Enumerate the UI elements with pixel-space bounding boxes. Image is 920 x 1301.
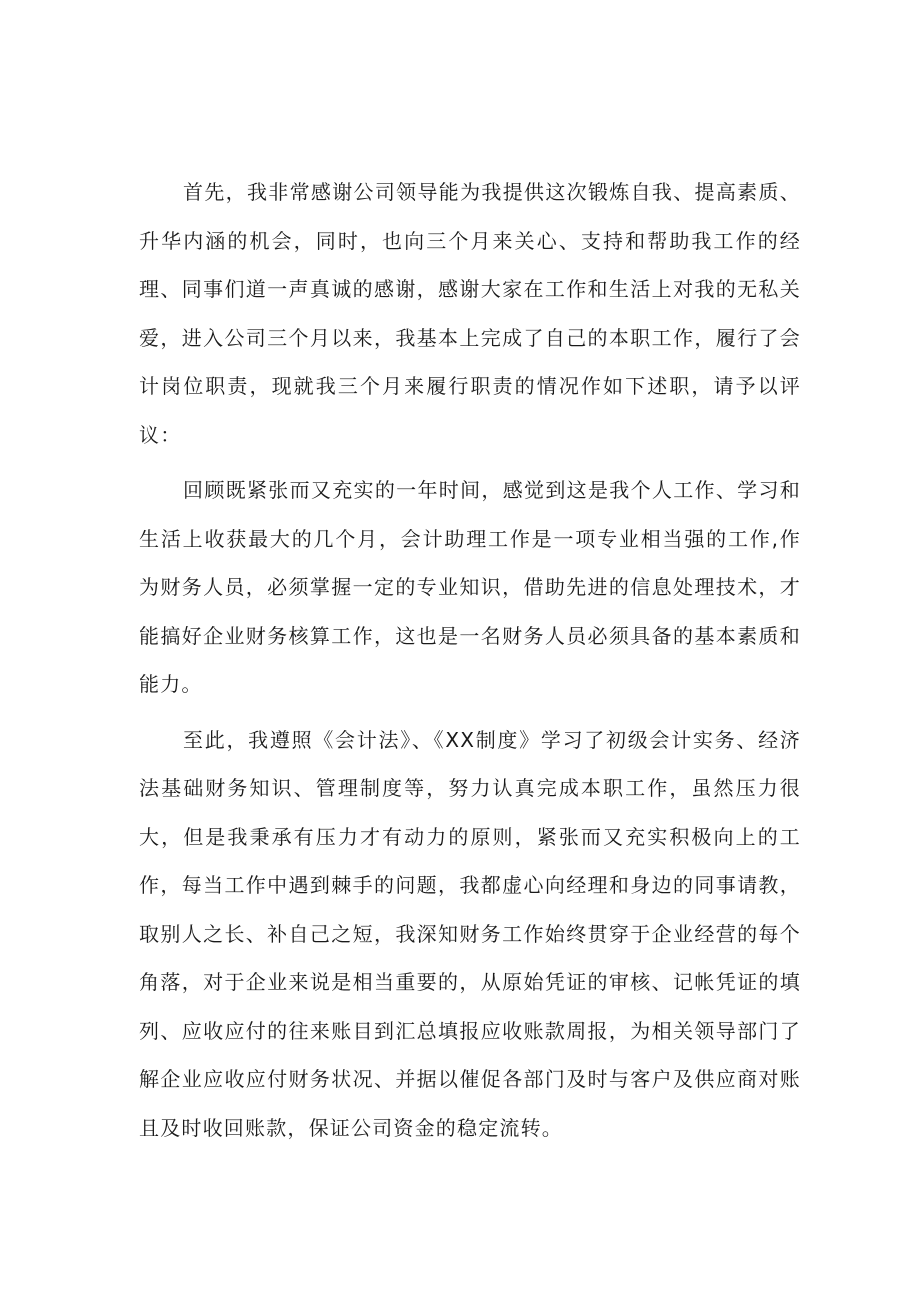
document-body: [139, 168, 801, 1159]
paragraph-2: 回顾既紧张而又充实的一年时间，感觉到这是我个人工作、学习和生活上收获最大的几个月，会计助理工作是一项专业相当强的工作,作为财务人员，必须掌握一定的专业知识，借助先进的信息处理技术，才能搞好企业财务核算工作，这也是一名财务人员必须具备的基本素质和能力。: [139, 478, 801, 696]
paragraph-3: 至此，我遵照《会计法》、《XX制度》学习了初级会计实务、经济法基础财务知识、管理制度等，努力认真完成本职工作，虽然压力很大，但是我秉承有压力才有动力的原则，紧张而又充实积极向上的工作，每当工作中遇到棘手的问题，我都虚心向经理和身边的同事请教，取别人之长、补自己之短，我深知财务工作始终贯穿于企业经营的每个角落，对于企业来说是相当重要的，从原始凭证的审核、记帐凭证的填列、应收应付的往来账目到汇总填报应收账款周报，为相关领导部门了解企业应收应付财务状况、并据以催促各部门及时与客户及供应商对账且及时收回账款，保证公司资金的稳定流转。: [139, 727, 801, 1140]
paragraph-1: 首先，我非常感谢公司领导能为我提供这次锻炼自我、提高素质、升华内涵的机会，同时，也向三个月来关心、支持和帮助我工作的经理、同事们道一声真诚的感谢，感谢大家在工作和生活上对我的无私关爱，进入公司三个月以来，我基本上完成了自己的本职工作，履行了会计岗位职责，现就我三个月来履行职责的情况作如下述职，请予以评议：: [139, 180, 801, 447]
